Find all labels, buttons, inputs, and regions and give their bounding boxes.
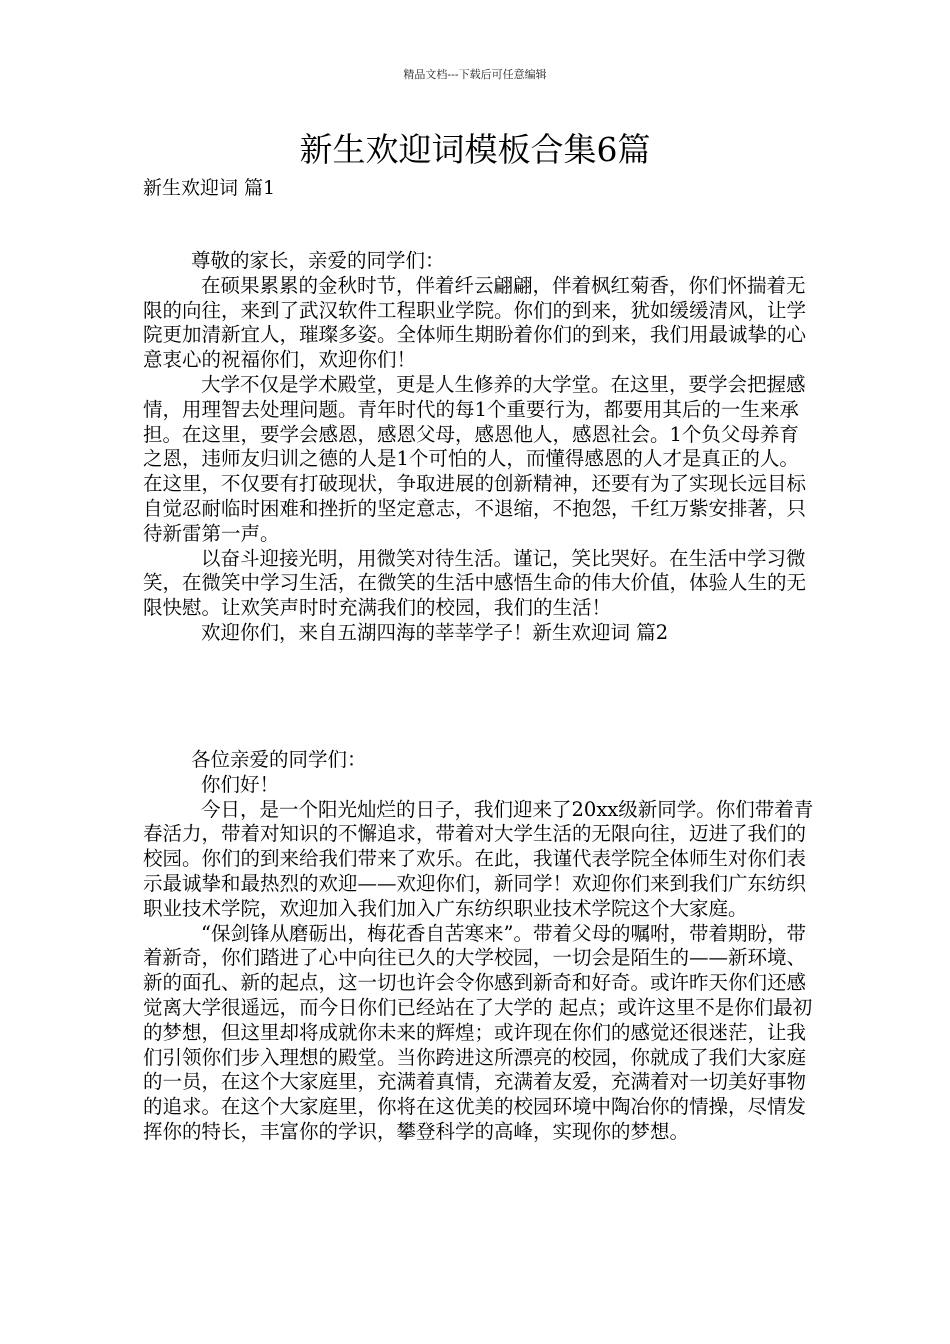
paragraph: 在硕果累累的金秋时节，伴着纤云翩翩，伴着枫红菊香，你们怀揣着无限的向往，来到了武汉软件工程职业学院。你们的到来，犹如缓缓清风，让学院更加清新宜人，璀璨多姿。全体师生期盼着你们的到来，我们用最诚挚的心意衷心的祝福你们，欢迎你们！ xyxy=(143,273,807,372)
greeting: 你们好！ xyxy=(201,772,280,796)
paragraph: 欢迎你们，来自五湖四海的莘莘学子！新生欢迎词 篇2 xyxy=(201,620,669,644)
paragraph: “保剑锋从磨砺出，梅花香自苦寒来”。带着父母的嘱咐，带着期盼，带着新奇，你们踏进了心中向往已久的大学校园，一切会是陌生的——新环境、新的面孔、新的起点，这一切也许会令你感到新奇和好奇。或许昨天你们还感觉离大学很遥远，而今日你们已经站在了大学的 起点；或许这里不是你们最初的梦想，但这里却将成就你未来的辉煌；或许现在你们的感觉还很迷茫，让我们引领你们步入理想的殿堂。当你跨进这所漂亮的校园，你就成了我们大家庭的一员，在这个大家庭里，充满着真情，充满着友爱，充满着对一切美好事物的追求。在这个大家庭里，你将在这优美的校园环境中陶冶你的情操，尽情发挥你的特长，丰富你的学识，攀登科学的高峰，实现你的梦想。 xyxy=(143,921,813,1143)
document-title: 新生欢迎词模板合集6篇 xyxy=(299,130,651,169)
paragraph: 今日，是一个阳光灿烂的日子，我们迎来了20xx级新同学。你们带着青春活力，带着对知识的不懈追求，带着对大学生活的无限向往，迈进了我们的校园。你们的到来给我们带来了欢乐。在此，我谨代表学院全体师生对你们表示最诚挚和最热烈的欢迎——欢迎你们，新同学！欢迎你们来到我们广东纺织职业技术学院，欢迎加入我们加入广东纺织职业技术学院这个大家庭。 xyxy=(143,797,814,920)
paragraph: 以奋斗迎接光明，用微笑对待生活。谨记，笑比哭好。在生活中学习微笑，在微笑中学习生活，在微笑的生活中感悟生命的伟大价值，体验人生的无限快慰。让欢笑声时时充满我们的校园，我们的生活！ xyxy=(143,546,807,620)
salutation: 尊敬的家长，亲爱的同学们： xyxy=(191,249,445,272)
section-1-body xyxy=(143,249,815,646)
section-heading: 新生欢迎词 篇1 xyxy=(143,177,276,199)
page-header: 精品文档---下载后可任意编辑 xyxy=(403,68,547,81)
paragraph: 大学不仅是学术殿堂，更是人生修养的大学堂。在这里，要学会把握感情，用理智去处理问题。青年时代的每1个重要行为，都要用其后的一生来承担。在这里，要学会感恩，感恩父母，感恩他人，感恩社会。1个负父母养育之恩，违师友归训之德的人是1个可怕的人，而懂得感恩的人才是真正的人。在这里，不仅要有打破现状，争取进展的创新精神，还要有为了实现长远目标自觉忍耐临时困难和挫折的坚定意志，不退缩，不抱怨，千红万紫安排著，只待新雷第一声。 xyxy=(143,372,807,545)
salutation: 各位亲爱的同学们： xyxy=(191,748,367,771)
section-2-body xyxy=(143,748,815,1145)
